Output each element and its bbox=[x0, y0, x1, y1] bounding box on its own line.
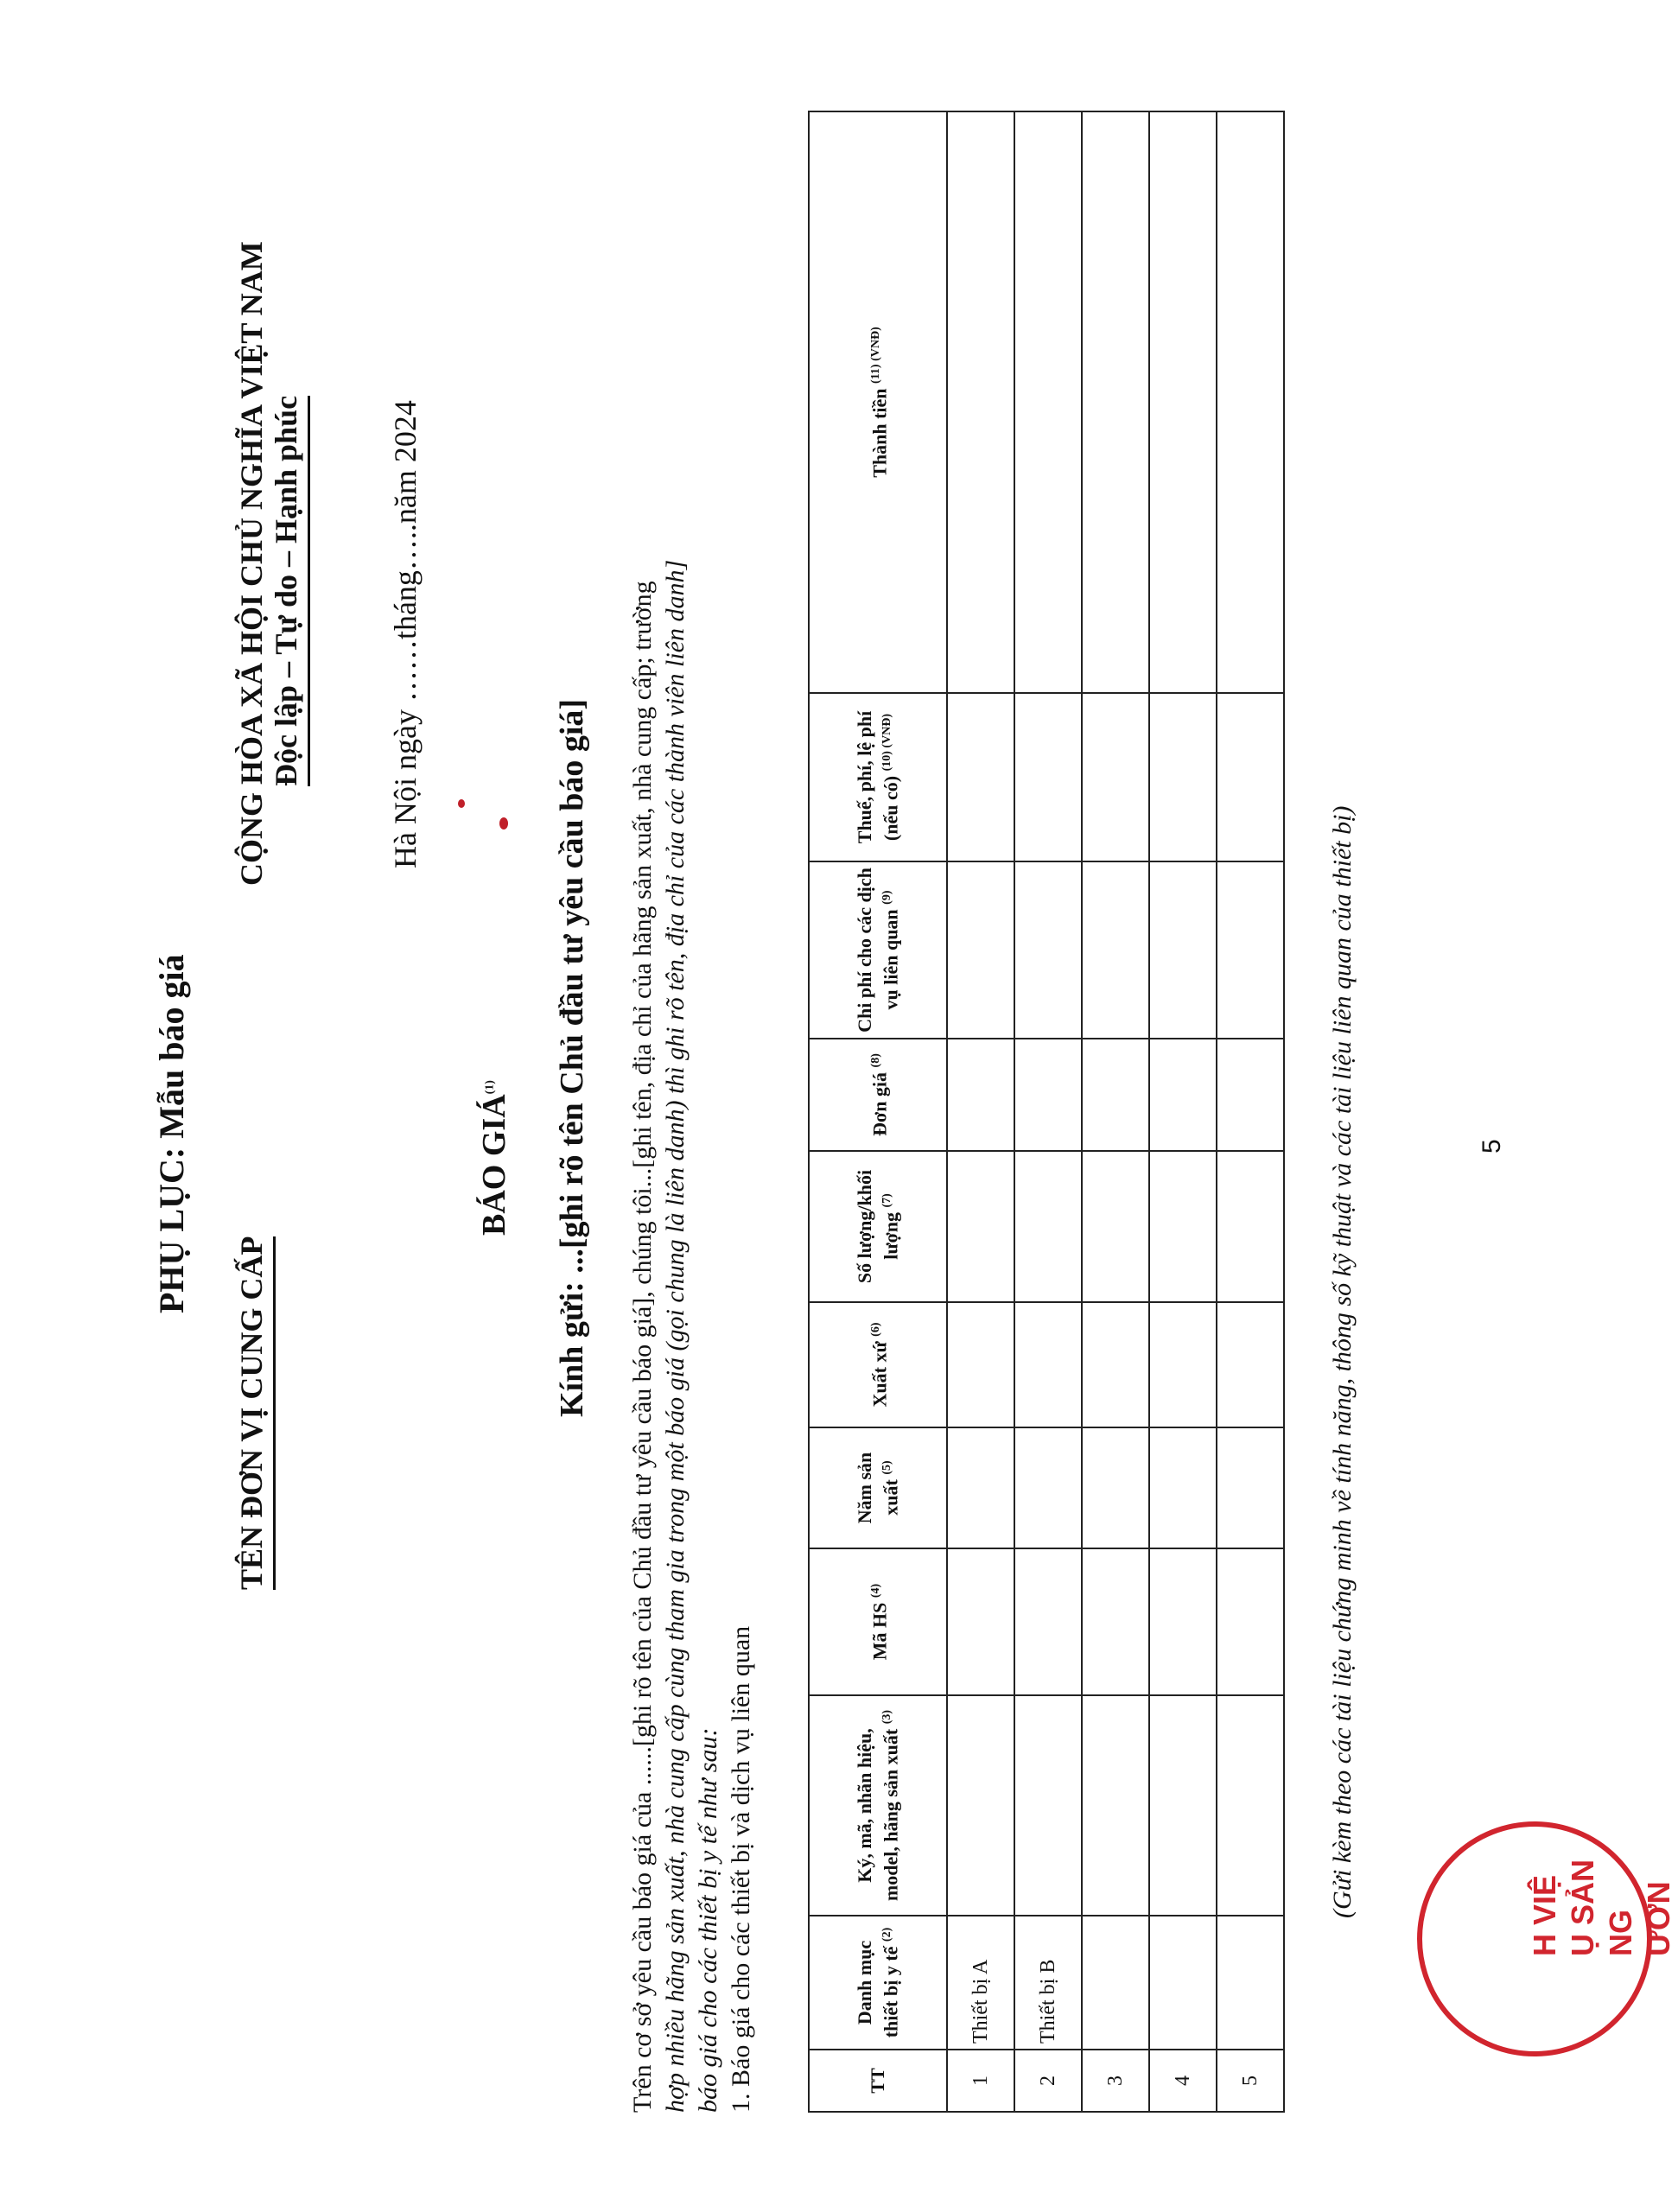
column-header: Năm sản xuất $^{(5)}$ bbox=[809, 1427, 947, 1548]
section-1-heading: 1. Báo giá cho các thiết bị và dịch vụ liên quan bbox=[727, 1625, 755, 2113]
column-header: Mã HS $^{(4)}$ bbox=[809, 1548, 947, 1695]
table-cell bbox=[1082, 111, 1149, 693]
column-header: Thành tiền $^{(11) (VNĐ)}$ bbox=[809, 111, 947, 693]
table-cell: 4 bbox=[1149, 2050, 1217, 2112]
table-cell bbox=[1014, 1695, 1082, 1916]
column-header: Số lượng/khối lượng $^{(7)}$ bbox=[809, 1151, 947, 1302]
table-cell bbox=[1014, 1151, 1082, 1302]
table-cell bbox=[1149, 1302, 1217, 1427]
table-cell bbox=[947, 1039, 1014, 1151]
table-cell bbox=[1014, 1427, 1082, 1548]
table-cell bbox=[1149, 1548, 1217, 1695]
table-cell bbox=[1014, 1548, 1082, 1695]
table-cell bbox=[947, 693, 1014, 861]
column-header: Đơn giá $^{(8)}$ bbox=[809, 1039, 947, 1151]
table-cell: 2 bbox=[1014, 2050, 1082, 2112]
intro-line-3: báo giá cho các thiết bị y tế như sau: bbox=[694, 1727, 722, 2113]
intro-line-1: Trên cơ sở yêu cầu báo giá của ......[ghi rõ tên của Chủ đầu tư yêu cầu báo giá], chúng tôi...[ghi tên, địa chỉ của hãng sản xuất, nhà cung cấp; trường bbox=[628, 581, 657, 2113]
table-cell bbox=[1217, 111, 1284, 693]
table-cell bbox=[947, 1548, 1014, 1695]
table-cell bbox=[1014, 693, 1082, 861]
page-number: 5 bbox=[1478, 1139, 1506, 1154]
table-cell bbox=[1149, 1039, 1217, 1151]
table-cell bbox=[1149, 861, 1217, 1039]
appendix-title: PHỤ LỤC: Mẫu báo giá bbox=[152, 954, 191, 1313]
table-row bbox=[947, 111, 1014, 2112]
table-cell bbox=[947, 1427, 1014, 1548]
column-header: Chi phí cho các dịch vụ liên quan $^{(9)}$ bbox=[809, 861, 947, 1039]
table-cell bbox=[947, 1302, 1014, 1427]
table-cell bbox=[947, 111, 1014, 693]
column-header: TT bbox=[809, 2050, 947, 2112]
table-row bbox=[1149, 111, 1217, 2112]
table-cell bbox=[1082, 1695, 1149, 1916]
table-cell: 3 bbox=[1082, 2050, 1149, 2112]
table-cell bbox=[1014, 861, 1082, 1039]
table-cell bbox=[1149, 693, 1217, 861]
table-cell bbox=[1149, 111, 1217, 693]
ink-mark bbox=[499, 817, 508, 830]
quote-title bbox=[475, 1080, 513, 1236]
table-cell bbox=[1149, 1151, 1217, 1302]
table-cell: 1 bbox=[947, 2050, 1014, 2112]
table-cell bbox=[1217, 693, 1284, 861]
table-cell bbox=[1149, 1916, 1217, 2050]
table-cell bbox=[1217, 1427, 1284, 1548]
table-cell bbox=[1014, 1302, 1082, 1427]
table-cell bbox=[1217, 1916, 1284, 2050]
column-header: Danh mục thiết bị y tế $^{(2)}$ bbox=[809, 1916, 947, 2050]
table-cell: Thiết bị A bbox=[947, 1916, 1014, 2050]
table-cell bbox=[1082, 1039, 1149, 1151]
table-cell: Thiết bị B bbox=[1014, 1916, 1082, 2050]
column-header: Xuất xứ $^{(6)}$ bbox=[809, 1302, 947, 1427]
column-header: Thuế, phí, lệ phí (nếu có) $^{(10) (VNĐ)}$ bbox=[809, 693, 947, 861]
table-cell bbox=[1217, 1302, 1284, 1427]
table-cell bbox=[1014, 1039, 1082, 1151]
table-cell bbox=[947, 861, 1014, 1039]
footnote: (Gửi kèm theo các tài liệu chứng minh về tính năng, thông số kỹ thuật và các tài liệu liên quan của thiết bị) bbox=[1328, 805, 1357, 1918]
table-cell bbox=[1082, 693, 1149, 861]
table-row bbox=[1014, 111, 1082, 2112]
quotation-table bbox=[808, 111, 1285, 2113]
ink-mark bbox=[458, 799, 465, 808]
table-cell bbox=[1082, 1916, 1149, 2050]
table-cell bbox=[947, 1151, 1014, 1302]
table-cell bbox=[1082, 1302, 1149, 1427]
addressee: Kính gửi: ...[ghi rõ tên Chủ đầu tư yêu cầu báo giá] bbox=[554, 698, 590, 1417]
table-cell bbox=[1217, 1151, 1284, 1302]
seal-text: H VIỆ Ụ SẢN NG ƯƠN bbox=[1527, 1859, 1676, 1956]
table-row bbox=[1082, 111, 1149, 2112]
supplier-header: TÊN ĐƠN VỊ CUNG CẤP bbox=[233, 1236, 276, 1590]
motto: Độc lập – Tự do – Hạnh phúc bbox=[268, 396, 310, 786]
table-cell bbox=[1217, 1548, 1284, 1695]
table-cell bbox=[1149, 1427, 1217, 1548]
table-cell bbox=[1217, 1039, 1284, 1151]
table-header-row bbox=[809, 111, 947, 2112]
table-cell bbox=[1082, 1151, 1149, 1302]
column-header: Ký, mã, nhãn hiệu, model, hãng sản xuất $^{(3)}$ bbox=[809, 1695, 947, 1916]
quote-title-ref: (1) bbox=[483, 1080, 497, 1095]
table-cell bbox=[1082, 1427, 1149, 1548]
table-cell: 5 bbox=[1217, 2050, 1284, 2112]
quote-title-text: BÁO GIÁ bbox=[476, 1094, 512, 1236]
table-cell bbox=[1149, 1695, 1217, 1916]
table-cell bbox=[947, 1695, 1014, 1916]
table-cell bbox=[1014, 111, 1082, 693]
table-row bbox=[1217, 111, 1284, 2112]
place-date: Hà Nội ngày ……tháng…..năm 2024 bbox=[388, 400, 423, 868]
nation-header: CỘNG HÒA XÃ HỘI CHỦ NGHĨA VIỆT NAM bbox=[234, 241, 269, 886]
table-cell bbox=[1217, 861, 1284, 1039]
intro-line-2: hợp nhiều hãng sản xuất, nhà cung cấp cùng tham gia trong một báo giá (gọi chung là liên danh) thì ghi rõ tên, địa chỉ của các thành viên liên danh] bbox=[661, 559, 690, 2113]
red-seal bbox=[1417, 1821, 1676, 2056]
table-cell bbox=[1082, 1548, 1149, 1695]
table-cell bbox=[1082, 861, 1149, 1039]
table-cell bbox=[1217, 1695, 1284, 1916]
